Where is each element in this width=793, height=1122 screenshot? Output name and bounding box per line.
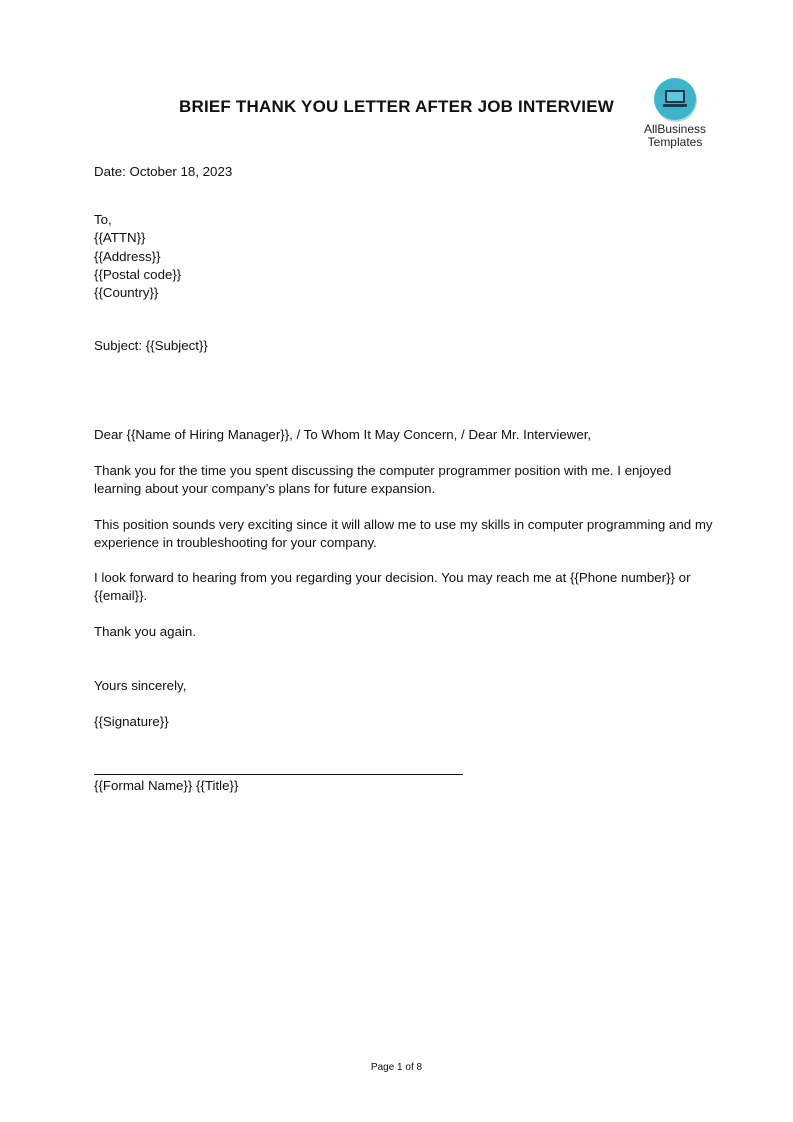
thanks-again: Thank you again.: [94, 624, 197, 639]
paragraph-2: This position sounds very exciting since it will allow me to use my skills in computer programming and my experience in troubleshooting for your company.: [94, 517, 713, 551]
recipient-postal: {{Postal code}}: [94, 266, 182, 282]
subject-line: Subject: {{Subject}}: [94, 338, 208, 353]
signature-line: [94, 774, 463, 775]
brand-logo: [640, 78, 710, 149]
formal-name: {{Formal Name}} {{Title}}: [94, 778, 239, 793]
recipient-attn: {{ATTN}}: [94, 230, 146, 246]
closing: Yours sincerely,: [94, 678, 187, 693]
salutation: Dear {{Name of Hiring Manager}}, / To Whom It May Concern, / Dear Mr. Interviewer,: [94, 427, 592, 442]
logo-brand-line1: AllBusiness: [643, 122, 707, 136]
recipient-address: {{Address}}: [94, 248, 161, 264]
laptop-icon: [663, 89, 687, 109]
recipient-country: {{Country}}: [94, 285, 159, 301]
document-title: BRIEF THANK YOU LETTER AFTER JOB INTERVIEW: [179, 97, 614, 116]
paragraph-3: I look forward to hearing from you regarding your decision. You may reach me at {{Phone number}} or {{email}}.: [94, 570, 691, 604]
recipient-block: [94, 211, 714, 302]
logo-text: [640, 123, 710, 149]
date-line: Date: October 18, 2023: [94, 164, 233, 179]
page-footer: Page 1 of 8: [370, 1062, 423, 1073]
recipient-to: To,: [94, 212, 112, 227]
logo-brand-line2: Templates: [647, 135, 703, 149]
logo-badge: [654, 78, 696, 120]
signature-placeholder: {{Signature}}: [94, 714, 169, 729]
paragraph-1: Thank you for the time you spent discussing the computer programmer position with me. I enjoyed learning about your company’s plans for future expansion.: [94, 463, 672, 497]
